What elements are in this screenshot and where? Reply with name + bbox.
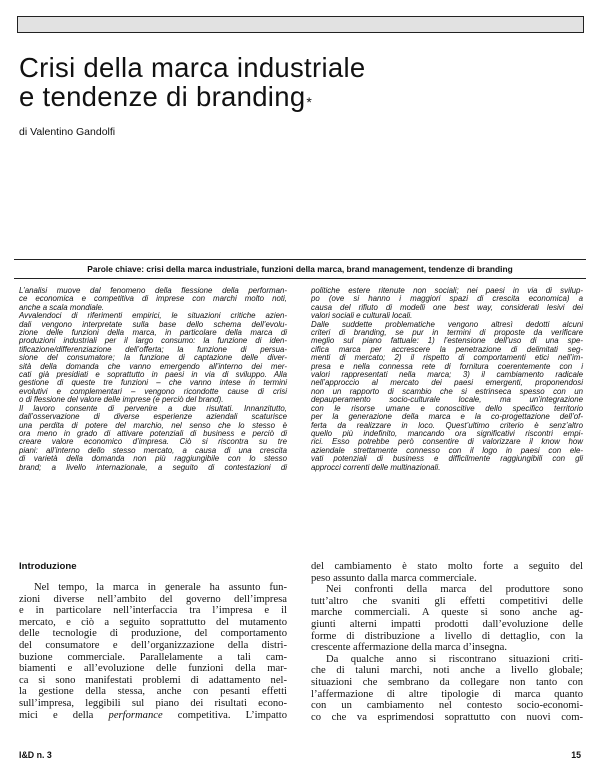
- abstract-left-column: [19, 287, 287, 472]
- text-line: con un cambiamento nel contesto socio-economi-: [311, 700, 583, 712]
- text-line: piani: all’interno dello stesso mercato, a causa di una crescita: [19, 445, 287, 455]
- text-line: la gestione della stessa, anche con pesanti effetti: [19, 686, 287, 698]
- text-line: non un rapporto di scambio che si estrinseca spesso con un: [311, 386, 583, 396]
- text-line: Nel tempo, la marca in generale ha assunto fun-: [34, 582, 287, 593]
- text-line: zioni diverse nell’ambito del governo dell’impresa: [19, 593, 287, 605]
- text-line: sione del consumatore; la funzione di captazione delle diver-: [19, 353, 287, 363]
- article-title: [19, 53, 579, 111]
- text-line: criteri di branding, se pur in termini di proposte da verificare: [311, 328, 583, 338]
- page-number: 15: [571, 750, 581, 760]
- text-line: vati potenziali di business e difficilmente raggiungibili con gli: [311, 454, 583, 464]
- text-line: Dalle suddette problematiche vengono altresì dedotti alcuni: [311, 319, 583, 329]
- text-line: del cambiamento è stato molto forte a seguito del: [311, 561, 583, 572]
- text-line: Da qualche anno si riscontrano situazioni criti-: [326, 653, 583, 665]
- text-line: politiche estere ritenute non sociali; nei paesi in via di svilup-: [311, 286, 583, 295]
- text-line: Il lavoro consente di pervenire a due risultati. Innanzitutto,: [19, 403, 287, 413]
- text-line: crescente affermazione della marca d’insegna.: [311, 642, 507, 654]
- text-line: evolutivi e complementari – vengono ricondotte cause di crisi: [19, 386, 287, 396]
- text-line: co che va esprimendosi soprattutto con nuovi com-: [311, 711, 583, 723]
- text-line: o di flessione del valore delle imprese (e perciò del brand).: [19, 395, 224, 405]
- text-line: ferta da realizzare in loco. Quest’ultimo criterio è senz’altro: [311, 420, 583, 430]
- text-line: situazioni che sembrano da collegare non tanto con: [311, 676, 583, 688]
- text-line: brand; a livello internazionale, a seguito di contestazioni di: [19, 462, 287, 472]
- text-line: depauperamento socio-culturale locale, ma un’integrazione: [311, 395, 583, 405]
- journal-issue: I&D n. 3: [19, 750, 52, 760]
- text-line: con le risorse umane e conoscitive dello specifico territorio: [311, 403, 583, 413]
- text-line: delle tecnologie di produzione, del comportamento: [19, 628, 287, 640]
- text-line: cifica marca per accrescere la penetrazione di delimitati seg-: [311, 344, 583, 354]
- text-line: sità della domanda che vanno emergendo all’interno dei mer-: [19, 361, 287, 371]
- text-line: creare valore economico d’impresa. Ciò si riscontra su tre: [19, 437, 287, 447]
- text-line: ora meno in grado di attivare potenziali di business e perciò di: [19, 428, 287, 438]
- text-line: per la generazione della marca e la co-progettazione dell’of-: [311, 412, 583, 422]
- text-line: zione delle funzioni della marca, in particolare della marca di: [19, 328, 287, 338]
- header-bar: [17, 16, 584, 33]
- text-line: peso assunto dalla marca commerciale.: [311, 572, 477, 584]
- text-line: ca si sono manifestati problemi di adattamento nel-: [19, 674, 287, 686]
- text-line: mercato, e ciò a seguito soprattutto del mutamento: [19, 616, 287, 628]
- text-line: Nei confronti della marca del produttore sono: [326, 584, 583, 596]
- section-heading: Introduzione: [19, 561, 77, 572]
- text-line: l’affermazione di altre tipologie di marca quanto: [311, 688, 583, 700]
- text-line: anche a scala mondiale.: [19, 302, 105, 312]
- text-line: tificazione/differenziazione dell’offerta; la funzione di persua-: [19, 344, 287, 354]
- author-byline: di Valentino Gandolfi: [19, 126, 116, 138]
- text-line: causa del rifiuto di modelli one best way, considerati lesivi dei: [311, 302, 583, 312]
- text-line: approcci correnti delle multinazionali.: [311, 462, 441, 472]
- text-line: sull’impresa, leggibili sul piano dei risultati econo-: [19, 697, 287, 709]
- title-footnote-mark: *: [306, 94, 313, 110]
- text-line: nell’approccio al mercato dei paesi emergenti, proponendosi: [311, 378, 583, 388]
- text-line: e in particolare nell’interfaccia tra l’impresa e il: [19, 605, 287, 617]
- title-line-1: Crisi della marca industriale: [19, 52, 366, 83]
- text-line: che di taluni marchi, noti anche a livello globale;: [311, 665, 583, 677]
- text-line: valori rappresentati nella marca; 3) il cambiamento radicale: [311, 370, 583, 380]
- text-line: biamenti e all’evoluzione delle funzioni della mar-: [19, 663, 287, 675]
- text-line: rici. Esso potrebbe però consentire di valorizzare il know how: [311, 437, 583, 447]
- text-line: aziendale strettamente connesso con il logo in paesi con ele-: [311, 445, 583, 455]
- text-line: gestione di queste tre funzioni – che vanno intese in termini: [19, 378, 287, 388]
- text-line: po (ove si hanno i maggiori spazi di crescita economica) a: [311, 294, 583, 304]
- abstract-right-column: [311, 287, 583, 472]
- keywords-bar: Parole chiave: crisi della marca industriale, funzioni della marca, brand management, tendenze di branding: [14, 259, 586, 279]
- text-line: presa e nella connessa rete di fornitura coerentemente con i: [311, 361, 583, 371]
- text-line: cati già presidiati e soprattutto in paesi in via di sviluppo. Alla: [19, 370, 287, 380]
- title-line-2: e tendenze di branding: [19, 81, 306, 112]
- text-line: L’analisi muove dal fenomeno della flessione della performan-: [19, 286, 287, 295]
- text-line: menti di mercato; 2) il rispetto di comportamenti etici nell’im-: [311, 353, 583, 363]
- text-line: dali vengono interpretate sulla base dello schema dell’evolu-: [19, 319, 287, 329]
- text-line: di varietà della domanda non più raggiungibile con lo stesso: [19, 454, 287, 464]
- text-line: meglio sul piano fattuale: 1) l’estensione dell’uso di una spe-: [311, 336, 583, 346]
- text-line: ce economica e competitiva di imprese con marchi molto noti,: [19, 294, 287, 304]
- text-line: tutt’altro che svaniti gli effetti competitivi delle: [311, 595, 583, 607]
- text-line: buzione commerciale. Parallelamente a tali cam-: [19, 651, 287, 663]
- text-line: produzioni industriali per il largo consumo: la funzione di iden-: [19, 336, 287, 346]
- text-line: del consumatore e dell’organizzazione della distri-: [19, 639, 287, 651]
- text-line: mici e della performance competitiva. L’impatto: [19, 709, 287, 721]
- text-line: dall’osservazione di diverse esperienze aziendali scaturisce: [19, 412, 287, 422]
- text-line: quello più indefinito, mancando ora significativi riscontri empi-: [311, 428, 583, 438]
- text-line: forme di distribuzione a livello di dettaglio, con la: [311, 630, 583, 642]
- text-line: Avvalendoci di riferimenti empirici, le situazioni critiche azien-: [19, 311, 287, 321]
- text-line: marche commerciali. A queste si sono anche ag-: [311, 607, 583, 619]
- text-line: una perdita di potere del marchio, nel senso che lo stesso è: [19, 420, 287, 430]
- text-line: valori sociali e culturali locali.: [311, 311, 413, 321]
- body-right-column: [311, 561, 583, 723]
- body-left-column: [19, 582, 287, 721]
- text-line: giunti alterni impatti prodotti dall’evoluzione delle: [311, 618, 583, 630]
